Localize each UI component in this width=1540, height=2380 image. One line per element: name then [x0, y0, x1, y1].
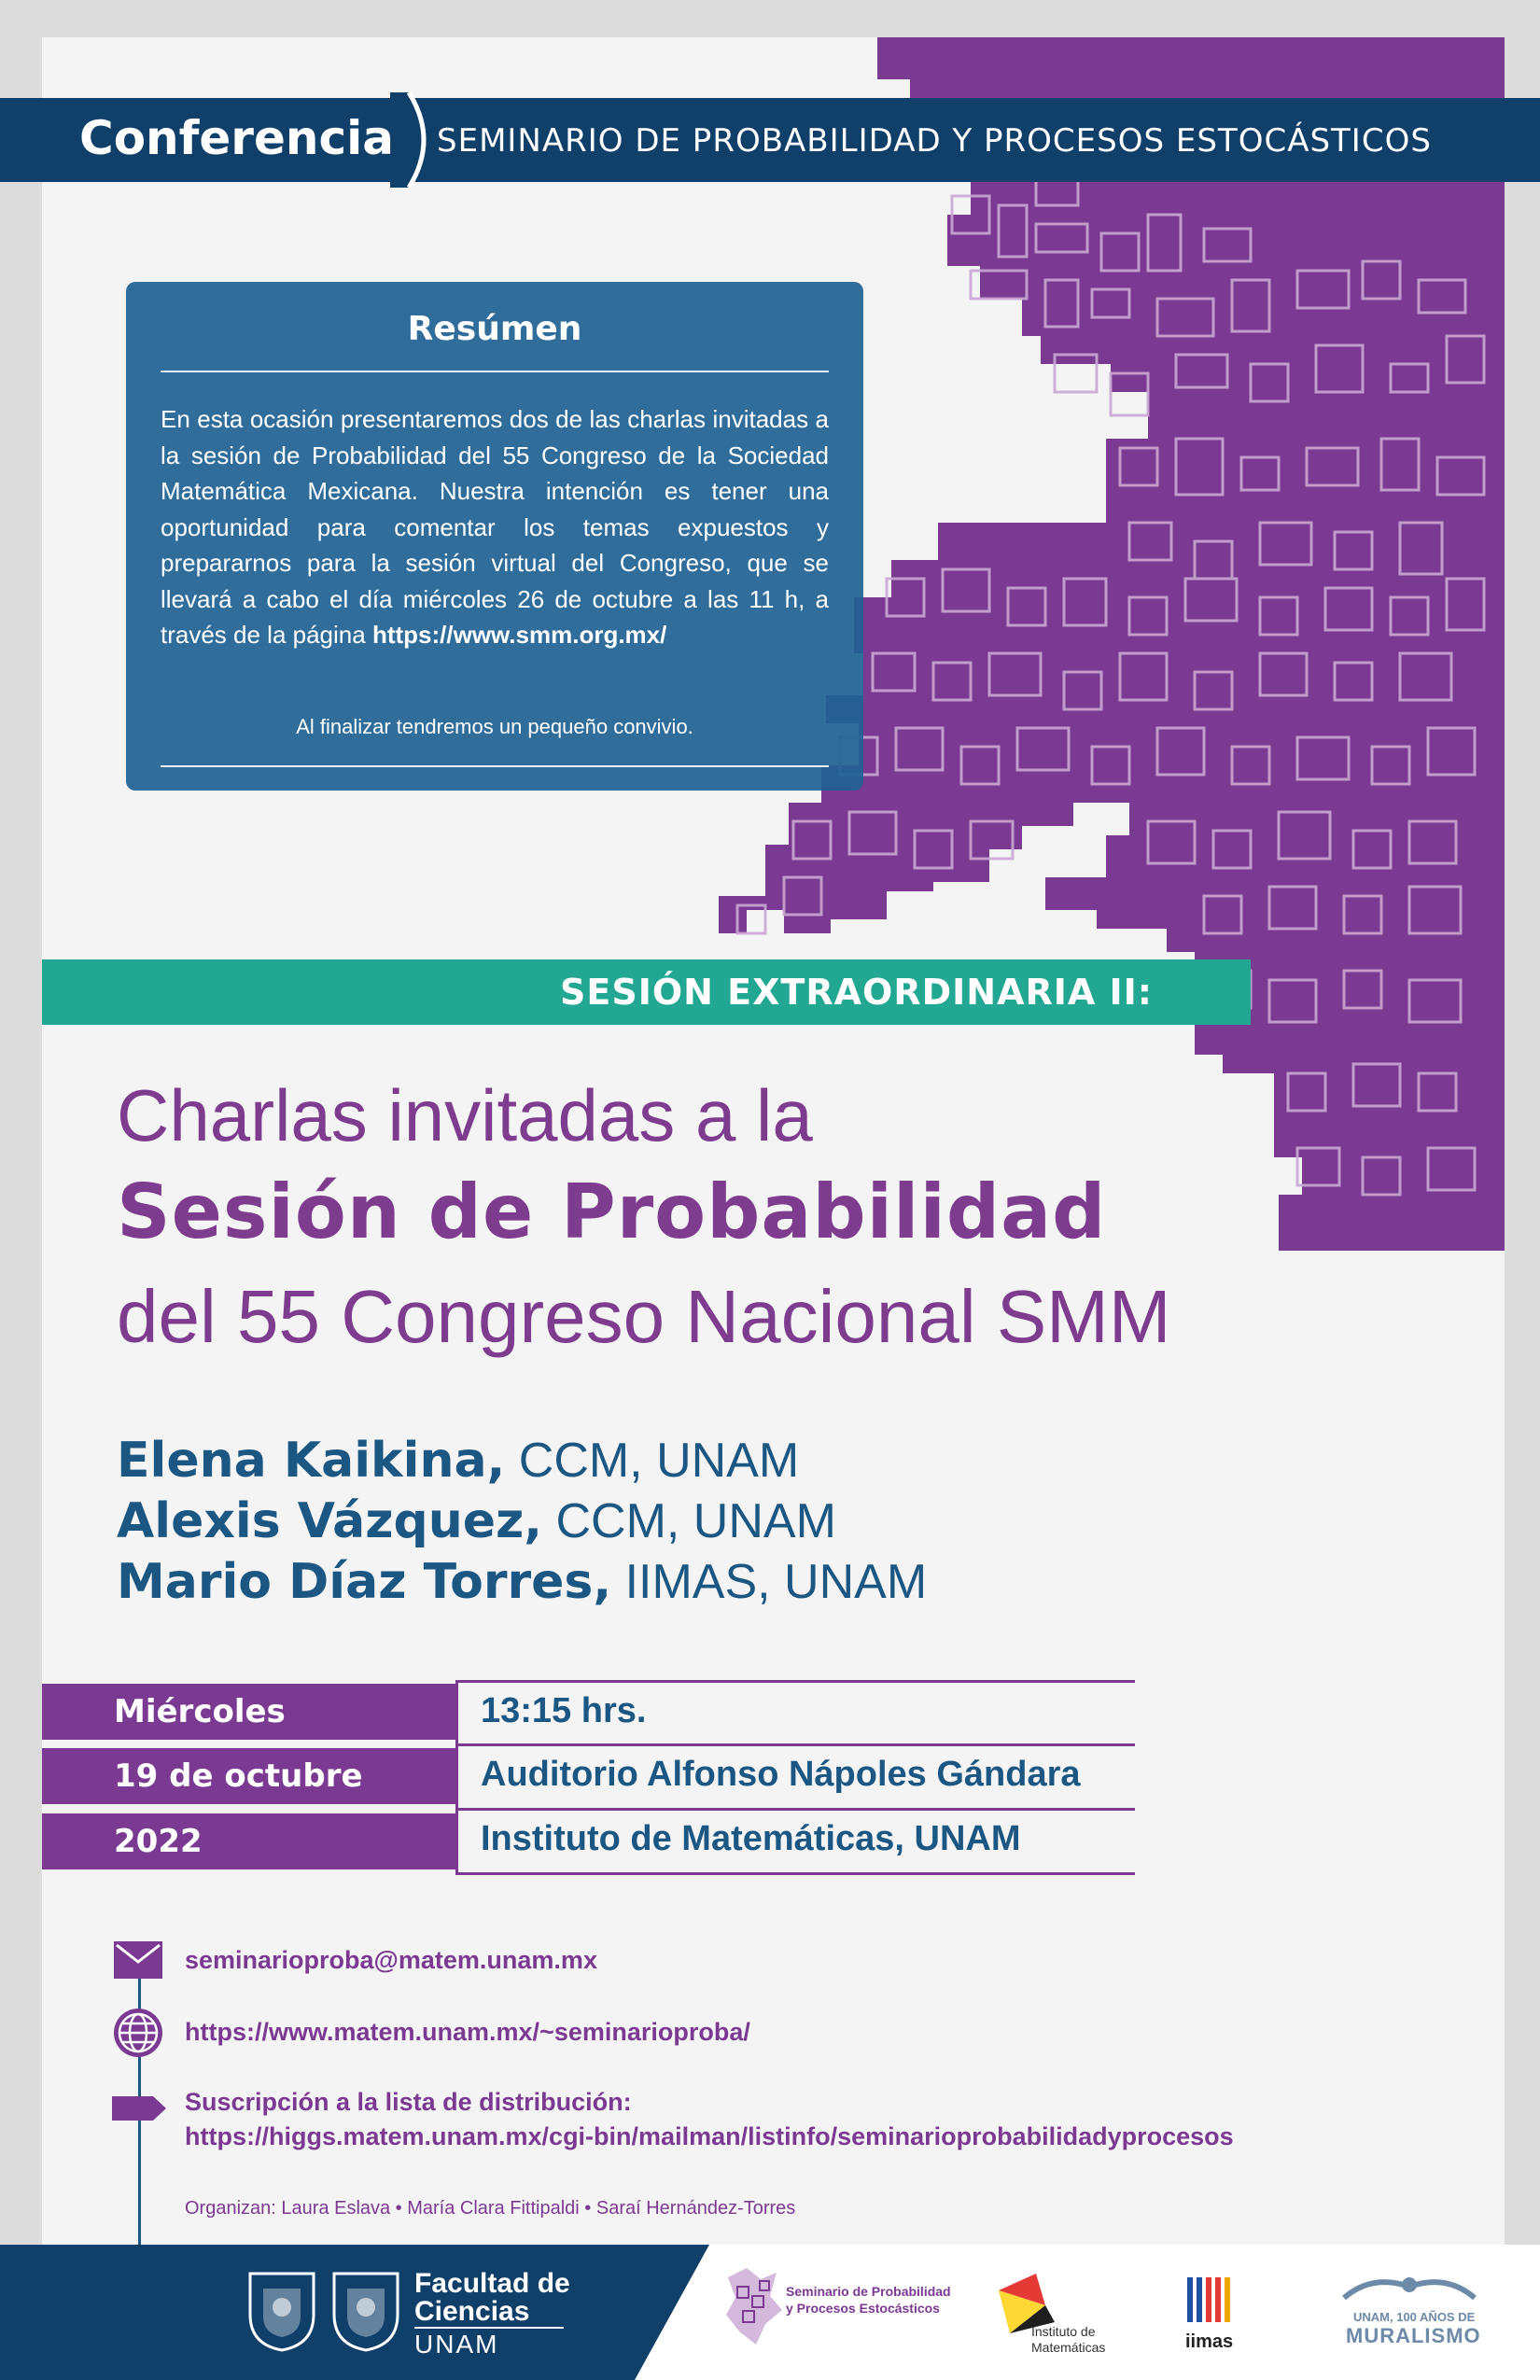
muralismo-logo-text-2: MURALISMO [1346, 2324, 1481, 2347]
smm-link[interactable]: https://www.smm.org.mx/ [371, 621, 667, 649]
year-label: 2022 [114, 1823, 203, 1860]
conference-label: Conferencia [79, 111, 394, 165]
speaker-name: Alexis Vázquez, [117, 1493, 543, 1549]
globe-icon [112, 2007, 164, 2059]
faculty-label [414, 2270, 570, 2326]
muralismo-logo-text-1: UNAM, 100 AÑOS DE [1353, 2310, 1476, 2324]
title-line-1: Charlas invitadas a la [117, 1074, 813, 1156]
title-line-2: Sesión de Probabilidad [117, 1169, 1107, 1255]
seminar-logo-icon [719, 2259, 789, 2352]
faculty-rule [414, 2327, 564, 2329]
abstract-text: En esta ocasión presentaremos dos de las charlas invitadas a la sesión de Probabilidad del 55 Congreso de la Sociedad Matemática Mexicana. Nuestra intención es tener una oportunidad para comentar los temas expuestos y prepararnos para la sesión virtual del Congreso, que se llevará a cabo el día miércoles 26 de octubre a las 11 h, a través de la página [161, 405, 829, 649]
im-logo-text-1: Instituto de [1031, 2324, 1096, 2339]
institute-label: Instituto de Matemáticas, UNAM [481, 1819, 1021, 1858]
day-label: Miércoles [114, 1693, 286, 1730]
speaker-name: Elena Kaikina, [117, 1433, 506, 1489]
seminar-logo-text-1: Seminario de Probabilidad [786, 2284, 951, 2299]
time-label: 13:15 hrs. [481, 1691, 647, 1730]
abstract-closing-note: Al finalizar tendremos un pequeño convivio. [296, 715, 693, 738]
speaker-affiliation: CCM, UNAM [542, 1494, 836, 1548]
abstract-body [161, 401, 829, 653]
speaker-name: Mario Díaz Torres, [117, 1554, 612, 1610]
arrow-icon [112, 2096, 166, 2121]
muralismo-logo-icon [1335, 2270, 1484, 2307]
schedule-divider [455, 1680, 458, 1875]
venue-label: Auditorio Alfonso Nápoles Gándara [481, 1755, 1081, 1794]
abstract-top-rule [161, 371, 829, 372]
schedule-time [455, 1680, 1135, 1739]
speaker-3 [117, 1554, 927, 1610]
iimas-logo-text: iimas [1185, 2331, 1234, 2352]
faculty-unam-label: UNAM [414, 2330, 499, 2359]
im-logo-text-2: Matemáticas [1031, 2340, 1106, 2355]
subscription-label: Suscripción a la lista de distribución: [185, 2088, 632, 2116]
subscription-link[interactable]: https://higgs.matem.unam.mx/cgi-bin/mailman/listinfo/seminarioprobabilidadyprocesos [185, 2122, 1234, 2150]
schedule-date [42, 1748, 457, 1804]
speaker-2 [117, 1493, 836, 1549]
schedule-venue [455, 1743, 1135, 1802]
speaker-affiliation: CCM, UNAM [505, 1434, 800, 1488]
seminar-series-title: SEMINARIO DE PROBABILIDAD Y PROCESOS ESTOCÁSTICOS [437, 122, 1432, 160]
title-line-3: del 55 Congreso Nacional SMM [117, 1275, 1171, 1358]
schedule-day [42, 1684, 457, 1740]
schedule-institute [455, 1808, 1135, 1875]
header-band [0, 98, 1540, 182]
unam-shield-icon [245, 2270, 319, 2352]
email-icon [114, 1941, 162, 1979]
email-link[interactable]: seminarioproba@matem.unam.mx [185, 1946, 597, 1974]
iimas-logo-icon [1183, 2274, 1236, 2326]
session-band [42, 959, 1251, 1025]
faculty-line-2: Ciencias [414, 2296, 530, 2327]
organizers-line: Organizan: Laura Eslava • María Clara Fittipaldi • Saraí Hernández-Torres [185, 2198, 796, 2219]
schedule-year [42, 1813, 457, 1869]
date-label: 19 de octubre [114, 1757, 363, 1795]
abstract-box [126, 282, 863, 791]
abstract-title: Resúmen [407, 310, 582, 348]
seminar-logo-text-2: y Procesos Estocásticos [786, 2301, 940, 2316]
website-link[interactable]: https://www.matem.unam.mx/~seminarioproba/ [185, 2018, 750, 2046]
abstract-bottom-rule [161, 765, 829, 767]
session-label: SESIÓN EXTRAORDINARIA II: [560, 972, 1153, 1013]
speaker-affiliation: IIMAS, UNAM [611, 1555, 928, 1609]
faculty-line-1: Facultad de [414, 2268, 570, 2299]
speaker-1 [117, 1433, 799, 1489]
ciencias-shield-icon [329, 2270, 403, 2352]
